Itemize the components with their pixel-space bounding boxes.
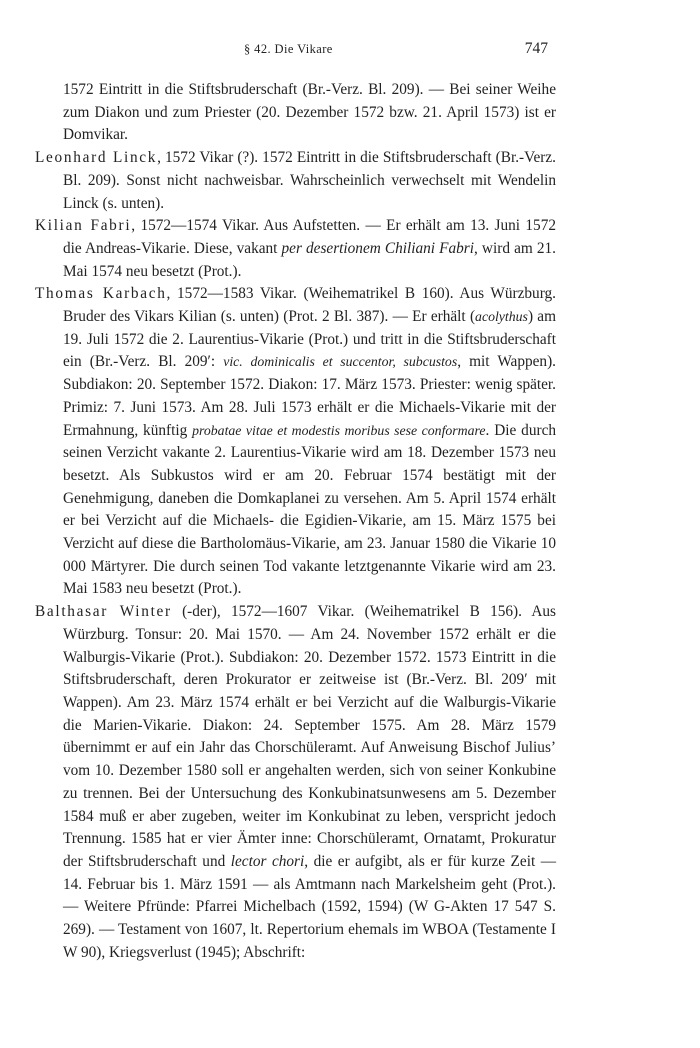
entry-balthasar-winter bbox=[35, 601, 556, 964]
running-header bbox=[0, 40, 700, 64]
entry-text: , die er aufgibt, als er für kurze Zeit — 14. Februar bis 1. März 1591 — als Amtmann nach Markelsheim geht (Prot.). — Weitere Pfründe: Pfarrei Michelbach (1592, 1594) (W G-Akten 17 547 S. 269). — Testament von 1607, lt. Repertorium ehemals im WBOA (Testamente I W 90), Kriegsverlust (1945); Abschrift: bbox=[63, 852, 556, 961]
person-name: Kilian Fabri bbox=[35, 217, 132, 235]
latin-phrase: acolythus bbox=[475, 309, 528, 325]
latin-phrase: probatae vitae et modestis moribus sese conformare bbox=[192, 422, 486, 438]
entry-leonhard-linck bbox=[35, 147, 556, 215]
section-title: § 42. Die Vikare bbox=[244, 42, 333, 56]
person-name: Balthasar Winter bbox=[35, 603, 172, 621]
person-name: Leonhard Linck bbox=[35, 149, 158, 167]
latin-phrase: vic. dominicalis et succentor, subcustos bbox=[223, 354, 458, 370]
entry-text: , mit Wappen). Subdiakon: 20. September 1572. Diakon: 17. März 1573. Priester: wenig später. Primiz: 7. Juni 1573. Am 28. Juli 1573 erhält er die Michaels-Vikarie mit der Ermahnung, künftig bbox=[63, 353, 556, 439]
entry-text: , 1572—1574 Vikar. Aus Aufstetten. — Er erhält am 13. Juni 1572 die Andreas-Vikarie. Diese, vakant bbox=[63, 217, 557, 257]
entry-text: ) am 19. Juli 1572 die 2. Laurentius-Vikarie (Prot.) und tritt in die Stiftsbruderschaft ein (Br.-Verz. Bl. 209′: bbox=[63, 308, 556, 371]
entry-text: , wird am 21. Mai 1574 neu besetzt (Prot.). bbox=[63, 239, 556, 280]
entry-text: , 1572 Vikar (?). 1572 Eintritt in die Stiftsbruderschaft (Br.-Verz. Bl. 209). Sonst nicht nachweisbar. Wahrscheinlich verwechselt mit Wendelin Linck (s. unten). bbox=[63, 149, 556, 212]
entry-text: , 1572—1583 Vikar. (Weihematrikel B 160). Aus Würzburg. Bruder des Vikars Kilian (s. unten) (Prot. 2 Bl. 387). — Er erhält ( bbox=[63, 285, 556, 326]
latin-phrase: lector chori bbox=[230, 852, 305, 870]
entry-text: (-der), 1572—1607 Vikar. (Weihematrikel B 156). Aus Würzburg. Tonsur: 20. Mai 1570. — Am 24. November 1572 erhält er die Walburgis-Vikarie (Prot.). Subdiakon: 20. Dezember 1572. 1573 Eintritt in die Stiftsbruderschaft, deren Prokurator er zeitweise ist (Br.-Verz. Bl. 209′ mit Wappen). Am 23. März 1574 erhält er bei Verzicht auf die Walburgis-Vikarie die Marien-Vikarie. Diakon: 24. September 1575. Am 28. März 1579 übernimmt er auf ein Jahr das Chorschüleramt. Auf Anweisung Bischof Julius’ vom 10. Dezember 1580 soll er angehalten werden, sich von seiner Konkubine zu trennen. Bei der Untersuchung des Konkubinatsunwesens am 5. Dezember 1584 muß er aber zugeben, weiter im Konkubinat zu leben, verspricht jedoch Trennung. 1585 hat er vier Ämter inne: Chorschüleramt, Ornatamt, Prokuratur der Stiftsbruderschaft und bbox=[63, 603, 556, 870]
entry-text: . Die durch seinen Verzicht vakante 2. Laurentius-Vikarie wird am 18. Dezember 1573 neu besetzt. Als Subkustos wird er am 20. Februar 1574 bestätigt mit der Genehmigung, daneben die Domkaplanei zu versehen. Am 5. April 1574 erhält er bei Verzicht auf die Michaels- die Egidien-Vikarie, am 15. März 1575 bei Verzicht auf diese die Bartholomäus-Vikarie, am 23. Januar 1580 die Vikarie 10 000 Märtyrer. Die durch seinen Tod vakante letztgenannte Vikarie wird am 23. Mai 1583 neu besetzt (Prot.). bbox=[63, 421, 557, 598]
entry-thomas-karbach bbox=[35, 283, 556, 601]
entry-text: 1572 Eintritt in die Stiftsbruderschaft (Br.-Verz. Bl. 209). — Bei seiner Weihe zum Diakon und zum Priester (20. Dezember 1572 bzw. 21. April 1573) ist er Domvikar. bbox=[63, 81, 556, 144]
body-text bbox=[35, 79, 556, 964]
latin-phrase: per desertionem Chiliani Fabri bbox=[281, 239, 474, 257]
entry-continuation bbox=[35, 79, 556, 147]
person-name: Thomas Karbach bbox=[35, 285, 167, 303]
page-number: 747 bbox=[524, 40, 548, 57]
entry-kilian-fabri bbox=[35, 215, 556, 283]
